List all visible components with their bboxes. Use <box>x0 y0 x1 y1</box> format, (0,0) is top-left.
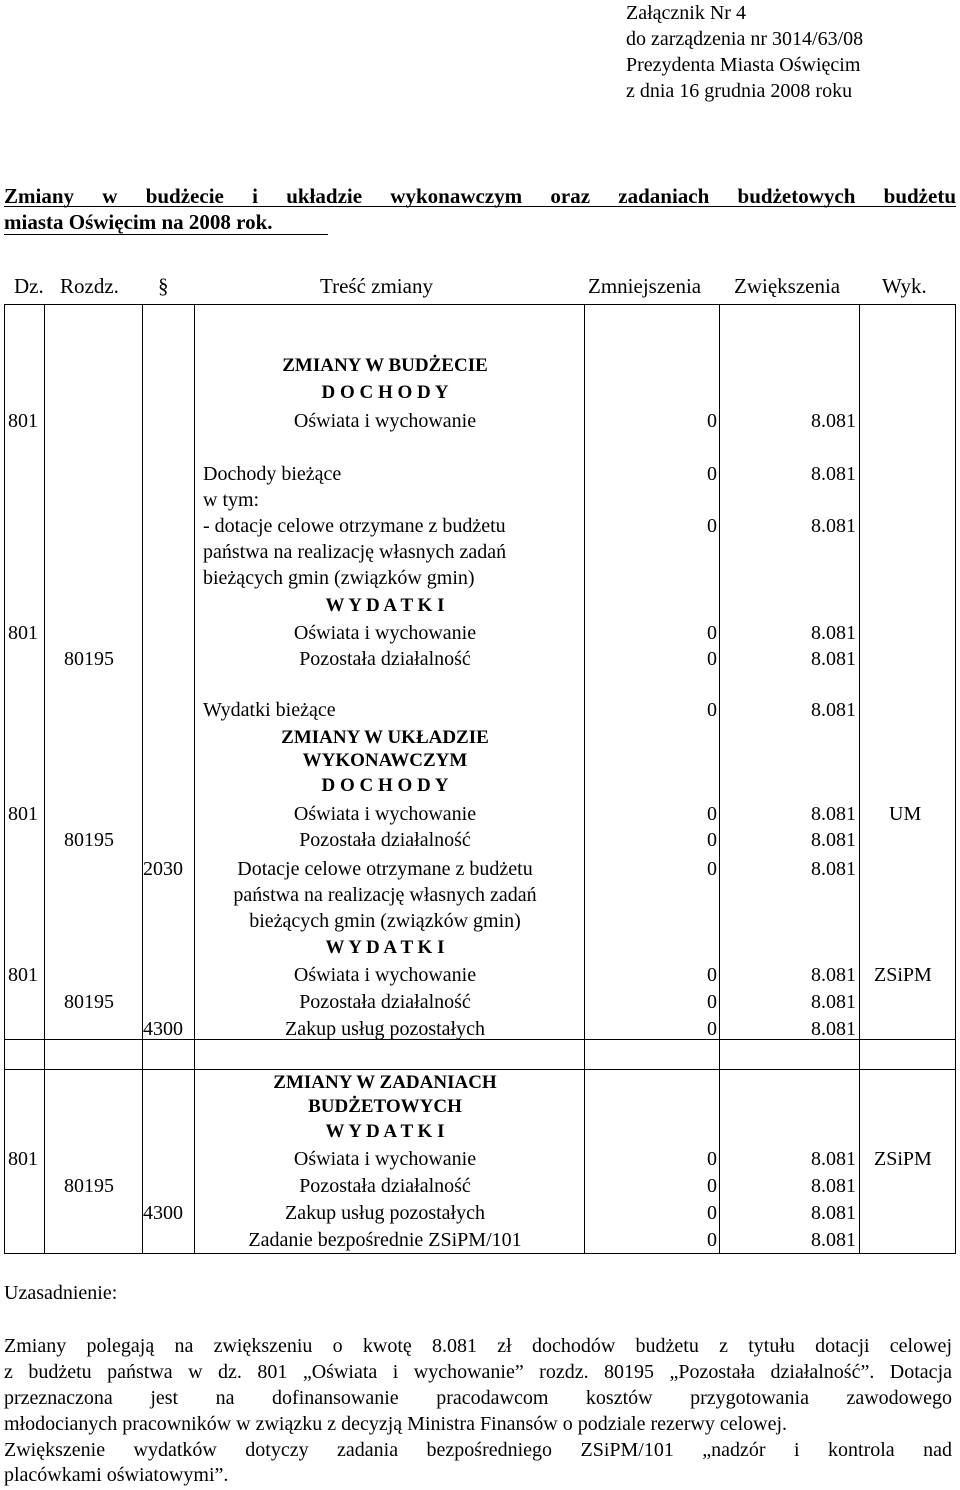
row-tresc: Oświata i wychowanie <box>293 803 477 825</box>
row-dz: 801 <box>8 410 38 432</box>
justification-line: Zwiększenie wydatków dotyczy zadania bezpośredniego ZSiPM/101 „nadzór i kontrola nad <box>4 1439 952 1461</box>
section-header-expenses: W Y D A T K I <box>325 595 445 616</box>
justification-line: placówkami oświatowymi”. <box>4 1464 229 1486</box>
col-header-tresc: Treść zmiany <box>320 274 433 298</box>
row-zwiekszenia: 8.081 <box>811 463 856 485</box>
col-header-paragraph: § <box>158 274 169 298</box>
row-dz: 801 <box>8 1148 38 1170</box>
grid-line <box>4 1253 956 1254</box>
row-rozdz: 80195 <box>64 648 114 670</box>
ordinance-number: do zarządzenia nr 3014/63/08 <box>626 28 864 50</box>
row-tresc: Pozostała działalność <box>299 829 471 851</box>
section-header-income: D O C H O D Y <box>321 775 449 796</box>
section-header-task-changes: ZMIANY W ZADANIACH <box>273 1072 497 1093</box>
row-zwiekszenia: 8.081 <box>811 1018 856 1040</box>
row-zwiekszenia: 8.081 <box>811 622 856 644</box>
attachment-number: Załącznik Nr 4 <box>626 2 746 24</box>
row-tresc: Oświata i wychowanie <box>293 410 477 432</box>
row-zmniejszenia: 0 <box>707 622 717 644</box>
row-wyk: ZSiPM <box>874 1148 932 1170</box>
row-zwiekszenia: 8.081 <box>811 648 856 670</box>
document-title-line1: Zmiany w budżecie i układzie wykonawczym oraz zadaniach budżetowych budżetu <box>4 184 956 208</box>
row-zwiekszenia: 8.081 <box>811 964 856 986</box>
row-zmniejszenia: 0 <box>707 463 717 485</box>
row-zmniejszenia: 0 <box>707 1018 717 1040</box>
row-zmniejszenia: 0 <box>707 803 717 825</box>
row-zmniejszenia: 0 <box>707 1175 717 1197</box>
row-wyk: ZSiPM <box>874 964 932 986</box>
col-header-dz: Dz. <box>14 274 44 298</box>
row-zwiekszenia: 8.081 <box>811 515 856 537</box>
title-underline <box>4 206 956 207</box>
row-zmniejszenia: 0 <box>707 1202 717 1224</box>
grid-line <box>4 304 5 1254</box>
issuer: Prezydenta Miasta Oświęcim <box>626 54 861 76</box>
row-zwiekszenia: 8.081 <box>811 1148 856 1170</box>
row-rozdz: 80195 <box>64 1175 114 1197</box>
row-zwiekszenia: 8.081 <box>811 829 856 851</box>
row-tresc: Pozostała działalność <box>299 1175 471 1197</box>
row-zwiekszenia: 8.081 <box>811 699 856 721</box>
section-header-executive-changes-cont: WYKONAWCZYM <box>302 750 468 771</box>
row-dz: 801 <box>8 622 38 644</box>
row-tresc: Dotacje celowe otrzymane z budżetu <box>237 858 533 880</box>
justification-line: z budżetu państwa w dz. 801 „Oświata i wychowanie” rozdz. 80195 „Pozostała działalność”. Dotacja <box>4 1361 952 1383</box>
row-zwiekszenia: 8.081 <box>811 1229 856 1251</box>
section-header-expenses: W Y D A T K I <box>325 937 445 958</box>
row-zwiekszenia: 8.081 <box>811 991 856 1013</box>
row-wyk: UM <box>889 803 922 825</box>
row-zmniejszenia: 0 <box>707 1229 717 1251</box>
section-header-task-changes-cont: BUDŻETOWYCH <box>308 1096 462 1117</box>
row-tresc: Zakup usług pozostałych <box>285 1202 485 1224</box>
grid-line <box>584 304 585 1254</box>
row-zmniejszenia: 0 <box>707 964 717 986</box>
row-zmniejszenia: 0 <box>707 991 717 1013</box>
grid-line <box>859 304 860 1254</box>
col-header-rozdz: Rozdz. <box>60 274 119 298</box>
section-header-executive-changes: ZMIANY W UKŁADZIE <box>281 727 489 748</box>
section-header-expenses: W Y D A T K I <box>325 1121 445 1142</box>
justification-line: młodocianych pracowników w związku z decyzją Ministra Finansów o podziale rezerwy celowej. <box>4 1413 788 1435</box>
title-underline-2 <box>4 234 328 235</box>
row-rozdz: 80195 <box>64 991 114 1013</box>
row-zwiekszenia: 8.081 <box>811 803 856 825</box>
row-zwiekszenia: 8.081 <box>811 1202 856 1224</box>
row-zmniejszenia: 0 <box>707 515 717 537</box>
issue-date: z dnia 16 grudnia 2008 roku <box>626 80 853 102</box>
row-dz: 801 <box>8 803 38 825</box>
col-header-zwiekszenia: Zwiększenia <box>734 274 841 298</box>
section-header-income: D O C H O D Y <box>321 382 449 403</box>
row-tresc-cont: bieżących gmin (związków gmin) <box>203 567 475 589</box>
row-zmniejszenia: 0 <box>707 410 717 432</box>
row-rozdz: 80195 <box>64 829 114 851</box>
row-paragraph: 2030 <box>143 858 183 880</box>
justification-line: przeznaczona jest na dofinansowanie pracodawcom kosztów przygotowania zawodowego <box>4 1387 952 1409</box>
row-paragraph: 4300 <box>143 1202 183 1224</box>
justification-line: Zmiany polegają na zwiększeniu o kwotę 8.081 zł dochodów budżetu z tytułu dotacji celowej <box>4 1335 952 1357</box>
row-zwiekszenia: 8.081 <box>811 410 856 432</box>
col-header-wyk: Wyk. <box>882 274 927 298</box>
row-tresc: - dotacje celowe otrzymane z budżetu <box>203 515 506 537</box>
row-dz: 801 <box>8 964 38 986</box>
row-tresc: Zakup usług pozostałych <box>285 1018 485 1040</box>
grid-line <box>955 304 956 1254</box>
row-zmniejszenia: 0 <box>707 699 717 721</box>
row-tresc: Zadanie bezpośrednie ZSiPM/101 <box>248 1229 522 1251</box>
row-tresc: Oświata i wychowanie <box>293 622 477 644</box>
document-title-line2: miasta Oświęcim na 2008 rok. <box>4 210 273 234</box>
row-tresc: Wydatki bieżące <box>203 699 336 721</box>
row-paragraph: 4300 <box>143 1018 183 1040</box>
row-tresc: Pozostała działalność <box>299 648 471 670</box>
justification-label: Uzasadnienie: <box>4 1282 118 1304</box>
row-tresc-cont: państwa na realizację własnych zadań <box>233 884 537 906</box>
row-zmniejszenia: 0 <box>707 829 717 851</box>
row-zwiekszenia: 8.081 <box>811 858 856 880</box>
row-tresc: Pozostała działalność <box>299 991 471 1013</box>
grid-line <box>44 304 45 1254</box>
col-header-zmniejszenia: Zmniejszenia <box>588 274 702 298</box>
grid-line <box>4 304 956 305</box>
row-zwiekszenia: 8.081 <box>811 1175 856 1197</box>
row-zmniejszenia: 0 <box>707 1148 717 1170</box>
row-tresc: Dochody bieżące <box>203 463 342 485</box>
row-tresc: Oświata i wychowanie <box>293 964 477 986</box>
row-zmniejszenia: 0 <box>707 858 717 880</box>
row-tresc: Oświata i wychowanie <box>293 1148 477 1170</box>
row-zmniejszenia: 0 <box>707 648 717 670</box>
section-header-budget-changes: ZMIANY W BUDŻECIE <box>282 355 488 376</box>
grid-line <box>719 304 720 1254</box>
grid-line <box>142 304 143 1254</box>
row-tresc-cont: państwa na realizację własnych zadań <box>203 541 507 563</box>
row-tresc: w tym: <box>203 489 260 511</box>
row-tresc-cont: bieżących gmin (związków gmin) <box>249 910 521 932</box>
